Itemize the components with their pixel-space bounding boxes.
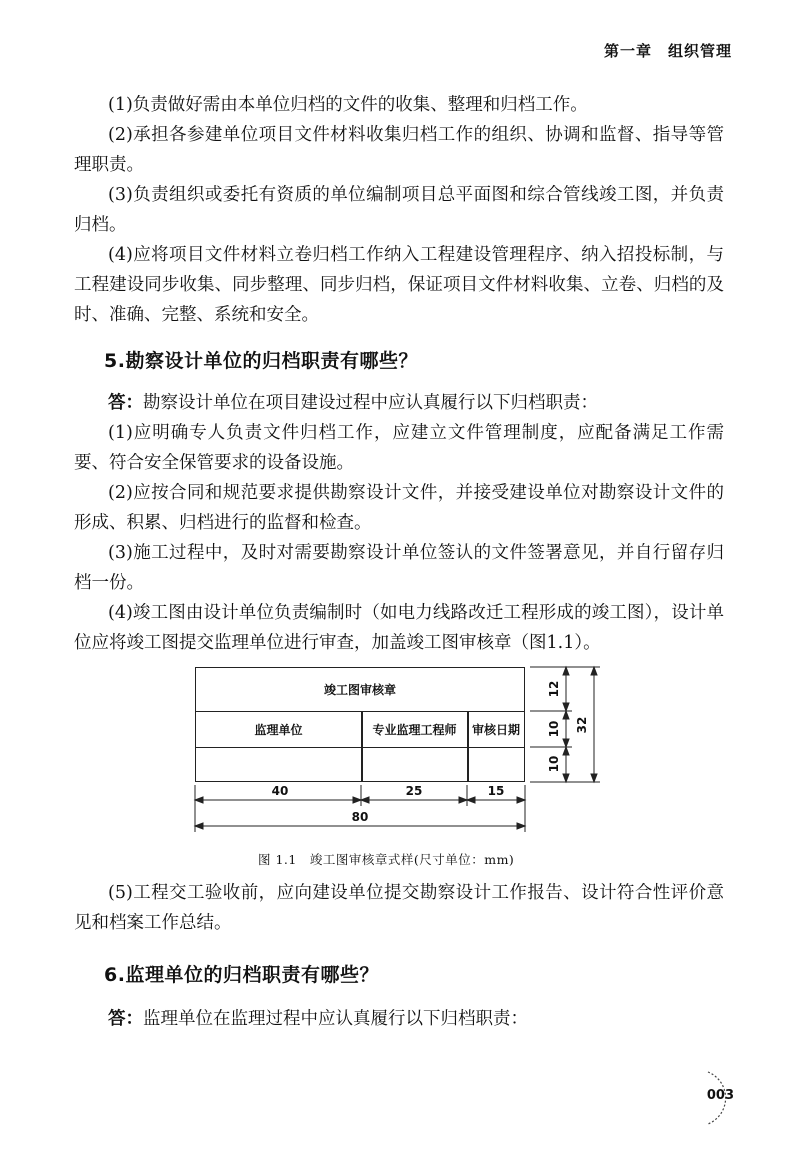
dimension-label: 10 xyxy=(547,755,561,773)
paragraph: (2)承担各参建单位项目文件材料收集归档工作的组织、协调和监督、指导等管理职责。 xyxy=(74,125,724,175)
dimension-label: 40 xyxy=(271,784,289,798)
stamp-title-cell: 竣工图审核章 xyxy=(323,683,396,697)
paragraph: (4)竣工图由设计单位负责编制时（如电力线路改迁工程形成的竣工图），设计单位应将竣工图提交监理单位进行审查，加盖竣工图审核章（图1.1）。 xyxy=(74,603,724,653)
answer-paragraph xyxy=(74,1004,724,1034)
review-date-cell: 审核日期 xyxy=(471,723,520,737)
section-heading: 5.勘察设计单位的归档职责有哪些？ xyxy=(104,350,418,372)
approval-stamp-figure xyxy=(190,660,610,842)
dimension-label: 10 xyxy=(547,720,561,738)
section-heading: 6.监理单位的归档职责有哪些？ xyxy=(104,964,379,986)
answer-text: 监理单位在监理过程中应认真履行以下归档职责： xyxy=(143,1009,528,1029)
paragraph: (5)工程交工验收前，应向建设单位提交勘察设计工作报告、设计符合性评价意见和档案工作总结。 xyxy=(74,883,724,933)
dimension-label: 25 xyxy=(405,784,423,798)
dimension-label: 12 xyxy=(547,680,561,698)
paragraph: (1)应明确专人负责文件归档工作，应建立文件管理制度，应配备满足工作需要、符合安全保管要求的设备设施。 xyxy=(74,423,724,473)
figure-caption: 图 1.1 竣工图审核章式样(尺寸单位：mm) xyxy=(258,852,515,867)
answer-label: 答： xyxy=(108,1009,143,1029)
dimension-label: 80 xyxy=(351,810,369,824)
running-header: 第一章 组织管理 xyxy=(603,42,732,60)
dimension-label: 32 xyxy=(575,716,589,734)
answer-label: 答： xyxy=(108,393,143,413)
paragraph: (3)施工过程中，及时对需要勘察设计单位签认的文件签署意见，并自行留存归档一份。 xyxy=(74,543,724,593)
paragraph: (1)负责做好需由本单位归档的文件的收集、整理和归档工作。 xyxy=(108,95,588,115)
paragraph: (4)应将项目文件材料立卷归档工作纳入工程建设管理程序、纳入招投标制，与工程建设同步收集、同步整理、同步归档，保证项目文件材料收集、立卷、归档的及时、准确、完整、系统和安全。 xyxy=(74,245,724,325)
paragraph: (2)应按合同和规范要求提供勘察设计文件，并接受建设单位对勘察设计文件的形成、积累、归档进行的监督和检查。 xyxy=(74,483,724,533)
page-number: 003 xyxy=(706,1088,734,1103)
answer-paragraph xyxy=(74,388,724,418)
engineer-cell: 专业监理工程师 xyxy=(372,723,457,737)
answer-text: 勘察设计单位在项目建设过程中应认真履行以下归档职责： xyxy=(143,393,598,413)
paragraph: (3)负责组织或委托有资质的单位编制项目总平面图和综合管线竣工图，并负责归档。 xyxy=(74,185,724,235)
supervision-unit-cell: 监理单位 xyxy=(254,723,303,737)
dimension-label: 15 xyxy=(487,784,505,798)
